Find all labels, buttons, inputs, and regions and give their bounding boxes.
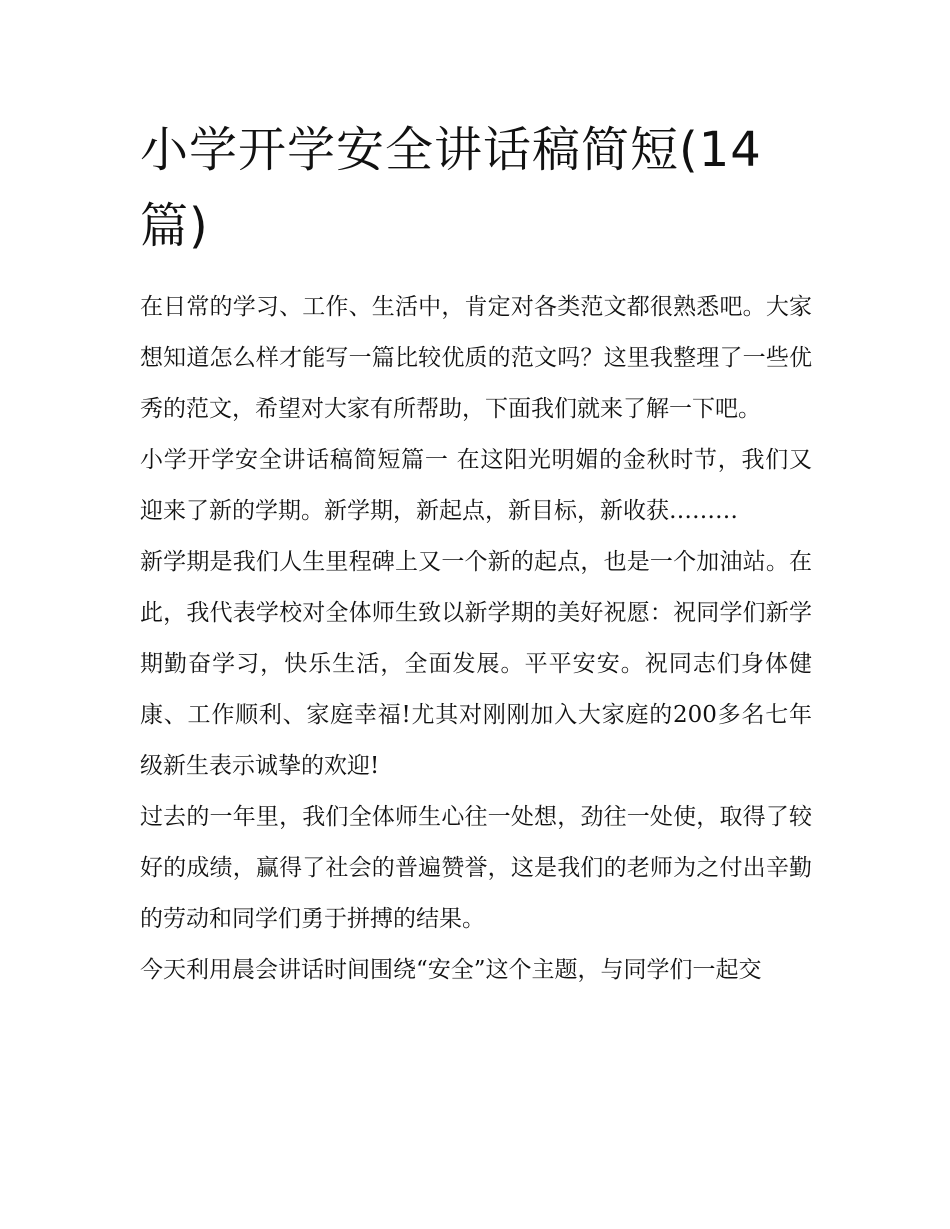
paragraph-5: 今天利用晨会讲话时间围绕“安全”这个主题，与同学们一起交: [140, 957, 762, 983]
document-title: 小学开学安全讲话稿简短(14篇): [140, 122, 762, 254]
paragraph-2: 小学开学安全讲话稿简短篇一 在这阳光明媚的金秋时节，我们又迎来了新的学期。新学期，新起点，新目标，新收获………: [140, 447, 812, 524]
paragraph-1: 在日常的学习、工作、生活中，肯定对各类范文都很熟悉吧。大家想知道怎么样才能写一篇比较优质的范文吗？这里我整理了一些优秀的范文，希望对大家有所帮助，下面我们就来了解一下吧。: [140, 294, 812, 422]
paragraph-3: 新学期是我们人生里程碑上又一个新的起点，也是一个加油站。在此，我代表学校对全体师生致以新学期的美好祝愿：祝同学们新学期勤奋学习，快乐生活，全面发展。平平安安。祝同志们身体健康、工作顺利、家庭幸福!尤其对刚刚加入大家庭的200多名七年级新生表示诚挚的欢迎!: [140, 549, 812, 779]
paragraph-4: 过去的一年里，我们全体师生心往一处想，劲往一处使，取得了较好的成绩，赢得了社会的普遍赞誉，这是我们的老师为之付出辛勤的劳动和同学们勇于拼搏的结果。: [140, 804, 812, 932]
document-body: [140, 282, 812, 996]
